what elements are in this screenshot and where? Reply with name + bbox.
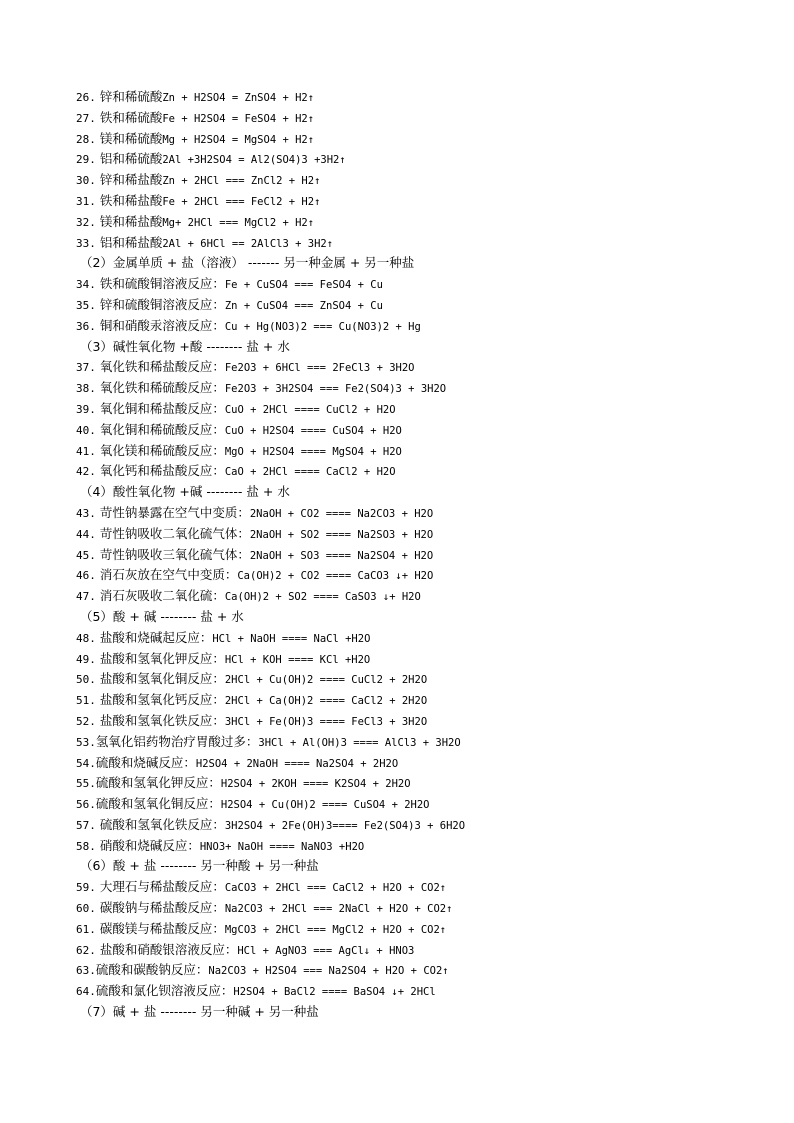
chemical-equation: Fe + CuSO4 === FeSO4 + Cu <box>224 279 383 292</box>
item-number: 49. <box>76 652 96 666</box>
chemical-equation: H2SO4 + 2NaOH ==== Na2SO4 + 2H2O <box>195 757 399 770</box>
chemical-equation: Zn + 2HCl === ZnCl2 + H2↑ <box>162 175 321 188</box>
item-number: 30. <box>76 174 96 188</box>
item-number: 48. <box>76 631 96 645</box>
chemical-equation: CuO + H2SO4 ==== CuSO4 + H2O <box>224 424 402 437</box>
chemical-equation: CaO + 2HCl ==== CaCl2 + H2O <box>224 466 396 479</box>
section-heading <box>76 337 776 358</box>
reaction-description: 锌和稀盐酸 <box>95 172 163 188</box>
reaction-description: 硫酸和氢氧化铁反应： <box>95 816 225 832</box>
equation-line <box>76 898 776 919</box>
heading-text: （2）金属单质 + 盐（溶液） ------- 另一种金属 + 另一种盐 <box>76 255 415 271</box>
reaction-description: 铁和稀盐酸 <box>95 192 163 208</box>
chemical-equation: 2NaOH + SO3 ==== Na2SO4 + H2O <box>249 549 434 562</box>
equation-line <box>76 420 776 441</box>
reaction-description: 盐酸和氢氧化钾反应： <box>95 650 225 666</box>
equation-line <box>76 877 776 898</box>
reaction-description: 硫酸和氯化钡溶液反应： <box>95 983 234 999</box>
equation-line <box>76 461 776 482</box>
item-number: 59. <box>76 881 96 895</box>
item-number: 27. <box>76 111 96 125</box>
item-number: 60. <box>76 902 96 916</box>
equation-line <box>76 295 776 316</box>
heading-text: （5）酸 + 碱 -------- 盐 + 水 <box>76 608 244 624</box>
equation-line <box>76 212 776 233</box>
reaction-description: 氧化镁和稀硫酸反应： <box>95 442 225 458</box>
chemical-equation: 3HCl + Al(OH)3 ==== AlCl3 + 3H2O <box>258 736 461 749</box>
chemical-equation: CuO + 2HCl ==== CuCl2 + H2O <box>224 403 396 416</box>
reaction-description: 苛性钠吸收三氧化硫气体： <box>95 546 250 562</box>
item-number: 39. <box>76 402 96 416</box>
reaction-description: 大理石与稀盐酸反应： <box>95 879 225 895</box>
item-number: 63. <box>76 964 96 978</box>
chemical-equation: Zn + CuSO4 === ZnSO4 + Cu <box>224 299 383 312</box>
chemical-equation: Ca(OH)2 + SO2 ==== CaSO3 ↓+ H2O <box>224 591 421 604</box>
item-number: 54. <box>76 756 96 770</box>
reaction-description: 盐酸和烧碱起反应： <box>95 629 213 645</box>
section-heading <box>76 856 776 877</box>
reaction-description: 锌和稀硫酸 <box>95 89 163 104</box>
chemical-equation: Mg+ 2HCl === MgCl2 + H2↑ <box>162 216 315 229</box>
item-number: 52. <box>76 714 96 728</box>
section-heading <box>76 482 776 503</box>
item-number: 44. <box>76 527 96 541</box>
item-number: 45. <box>76 548 96 562</box>
item-number: 62. <box>76 943 96 957</box>
section-heading <box>76 607 776 628</box>
reaction-description: 铜和硝酸汞溶液反应： <box>95 317 225 333</box>
chemical-equation: CaCO3 + 2HCl === CaCl2 + H2O + CO2↑ <box>224 882 447 895</box>
reaction-description: 氧化钙和稀盐酸反应： <box>95 463 225 479</box>
chemical-equation: 2Al +3H2SO4 = Al2(SO4)3 +3H2↑ <box>162 154 346 167</box>
reaction-description: 硫酸和烧碱反应： <box>95 754 196 770</box>
equation-line <box>76 441 776 462</box>
section-heading <box>76 253 776 274</box>
equation-line <box>76 87 776 108</box>
equation-line <box>76 981 776 1002</box>
item-number: 33. <box>76 236 96 250</box>
item-number: 53. <box>76 735 96 749</box>
item-number: 43. <box>76 506 96 520</box>
equation-line <box>76 149 776 170</box>
chemical-equation: HCl + AgNO3 === AgCl↓ + HNO3 <box>237 944 415 957</box>
reaction-description: 盐酸和硝酸银溶液反应： <box>95 941 238 957</box>
reaction-description: 氧化铁和稀硫酸反应： <box>95 380 225 396</box>
item-number: 51. <box>76 694 96 708</box>
equation-line <box>76 191 776 212</box>
chemical-equation: Fe + H2SO4 = FeSO4 + H2↑ <box>162 112 315 125</box>
item-number: 47. <box>76 590 96 604</box>
equation-line <box>76 233 776 254</box>
reaction-description: 苛性钠暴露在空气中变质： <box>95 504 250 520</box>
item-number: 32. <box>76 215 96 229</box>
equation-line <box>76 274 776 295</box>
item-number: 37. <box>76 361 96 375</box>
equation-line <box>76 108 776 129</box>
equation-line <box>76 753 776 774</box>
item-number: 64. <box>76 985 96 999</box>
item-number: 55. <box>76 777 96 791</box>
equation-line <box>76 378 776 399</box>
equation-line <box>76 503 776 524</box>
equation-line <box>76 399 776 420</box>
reaction-description: 苛性钠吸收二氧化硫气体： <box>95 525 250 541</box>
reaction-description: 硫酸和碳酸钠反应： <box>95 962 209 978</box>
reaction-description: 盐酸和氢氧化铜反应： <box>95 671 225 687</box>
equation-line <box>76 940 776 961</box>
equation-line <box>76 649 776 670</box>
chemical-equation: H2SO4 + Cu(OH)2 ==== CuSO4 + 2H2O <box>220 799 430 812</box>
item-number: 26. <box>76 91 96 104</box>
equation-line <box>76 732 776 753</box>
reaction-description: 铝和稀盐酸 <box>95 234 163 250</box>
reaction-description: 锌和硫酸铜溶液反应： <box>95 296 225 312</box>
heading-text: （6）酸 + 盐 -------- 另一种酸 + 另一种盐 <box>76 858 319 874</box>
item-number: 34. <box>76 278 96 292</box>
reaction-description: 碳酸钠与稀盐酸反应： <box>95 900 225 916</box>
chemical-equation: 2Al + 6HCl == 2AlCl3 + 3H2↑ <box>162 237 334 250</box>
equation-line <box>76 669 776 690</box>
heading-text: （4）酸性氧化物 +碱 -------- 盐 + 水 <box>76 484 290 500</box>
reaction-description: 氧化铜和稀盐酸反应： <box>95 400 225 416</box>
chemical-equation: Na2CO3 + 2HCl === 2NaCl + H2O + CO2↑ <box>224 903 453 916</box>
item-number: 46. <box>76 569 96 583</box>
reaction-description: 盐酸和氢氧化铁反应： <box>95 712 225 728</box>
item-number: 28. <box>76 132 96 146</box>
heading-text: （3）碱性氧化物 +酸 -------- 盐 + 水 <box>76 338 290 354</box>
reaction-description: 氧化铜和稀硫酸反应： <box>95 421 225 437</box>
chemical-equation: 2HCl + Cu(OH)2 ==== CuCl2 + 2H2O <box>224 674 428 687</box>
chemical-equation: Ca(OH)2 + CO2 ==== CaCO3 ↓+ H2O <box>237 570 434 583</box>
reaction-description: 铝和稀硫酸 <box>95 151 163 167</box>
equation-list <box>76 87 776 1023</box>
reaction-description: 盐酸和氢氧化钙反应： <box>95 692 225 708</box>
equation-line <box>76 919 776 940</box>
item-number: 42. <box>76 465 96 479</box>
chemical-equation: HNO3+ NaOH ==== NaNO3 +H2O <box>199 840 365 853</box>
equation-line <box>76 711 776 732</box>
item-number: 57. <box>76 818 96 832</box>
equation-line <box>76 628 776 649</box>
reaction-description: 铁和硫酸铜溶液反应： <box>95 276 225 292</box>
reaction-description: 铁和稀硫酸 <box>95 109 163 125</box>
equation-line <box>76 565 776 586</box>
reaction-description: 镁和稀硫酸 <box>95 130 163 146</box>
equation-line <box>76 170 776 191</box>
equation-line <box>76 773 776 794</box>
chemical-equation: H2SO4 + 2KOH ==== K2SO4 + 2H2O <box>220 778 411 791</box>
chemical-equation: HCl + NaOH ==== NaCl +H2O <box>212 632 371 645</box>
equation-line <box>76 960 776 981</box>
item-number: 61. <box>76 922 96 936</box>
chemical-equation: Mg + H2SO4 = MgSO4 + H2↑ <box>162 133 315 146</box>
item-number: 29. <box>76 153 96 167</box>
section-heading <box>76 1002 776 1023</box>
chemical-equation: Fe2O3 + 6HCl === 2FeCl3 + 3H2O <box>224 362 415 375</box>
chemical-equation: 2HCl + Ca(OH)2 ==== CaCl2 + 2H2O <box>224 695 428 708</box>
heading-text: （7）碱 + 盐 -------- 另一种碱 + 另一种盐 <box>76 1004 319 1020</box>
item-number: 31. <box>76 194 96 208</box>
equation-line <box>76 586 776 607</box>
equation-line <box>76 129 776 150</box>
chemical-equation: Cu + Hg(NO3)2 === Cu(NO3)2 + Hg <box>224 320 421 333</box>
item-number: 50. <box>76 673 96 687</box>
equation-line <box>76 524 776 545</box>
item-number: 40. <box>76 423 96 437</box>
chemical-equation: 3HCl + Fe(OH)3 ==== FeCl3 + 3H2O <box>224 715 428 728</box>
chemical-equation: MgCO3 + 2HCl === MgCl2 + H2O + CO2↑ <box>224 923 447 936</box>
reaction-description: 碳酸镁与稀盐酸反应： <box>95 920 225 936</box>
chemical-equation: Zn + H2SO4 = ZnSO4 + H2↑ <box>162 92 315 104</box>
chemical-equation: 3H2SO4 + 2Fe(OH)3==== Fe2(SO4)3 + 6H2O <box>224 819 466 832</box>
equation-line <box>76 316 776 337</box>
item-number: 41. <box>76 444 96 458</box>
chemical-equation: H2SO4 + BaCl2 ==== BaSO4 ↓+ 2HCl <box>233 986 436 999</box>
reaction-description: 硝酸和烧碱反应： <box>95 837 200 853</box>
item-number: 56. <box>76 798 96 812</box>
reaction-description: 硫酸和氢氧化钾反应： <box>95 775 221 791</box>
equation-line <box>76 690 776 711</box>
reaction-description: 氢氧化铝药物治疗胃酸过多： <box>95 733 259 749</box>
item-number: 38. <box>76 382 96 396</box>
reaction-description: 镁和稀盐酸 <box>95 213 163 229</box>
item-number: 36. <box>76 319 96 333</box>
chemical-equation: MgO + H2SO4 ==== MgSO4 + H2O <box>224 445 402 458</box>
chemical-equation: Fe + 2HCl === FeCl2 + H2↑ <box>162 195 321 208</box>
chemical-equation: Fe2O3 + 3H2SO4 === Fe2(SO4)3 + 3H2O <box>224 383 447 396</box>
reaction-description: 消石灰放在空气中变质： <box>95 567 238 583</box>
chemical-equation: Na2CO3 + H2SO4 === Na2SO4 + H2O + CO2↑ <box>208 965 449 978</box>
chemical-equation: HCl + KOH ==== KCl +H2O <box>224 653 371 666</box>
equation-line <box>76 836 776 857</box>
equation-line <box>76 357 776 378</box>
equation-line <box>76 545 776 566</box>
chemical-equation: 2NaOH + SO2 ==== Na2SO3 + H2O <box>249 528 434 541</box>
equation-line <box>76 815 776 836</box>
item-number: 35. <box>76 298 96 312</box>
reaction-description: 消石灰吸收二氧化硫： <box>95 588 225 604</box>
equation-line <box>76 794 776 815</box>
reaction-description: 硫酸和氢氧化铜反应： <box>95 796 221 812</box>
reaction-description: 氧化铁和稀盐酸反应： <box>95 359 225 375</box>
item-number: 58. <box>76 839 96 853</box>
chemical-equation: 2NaOH + CO2 ==== Na2CO3 + H2O <box>249 507 434 520</box>
